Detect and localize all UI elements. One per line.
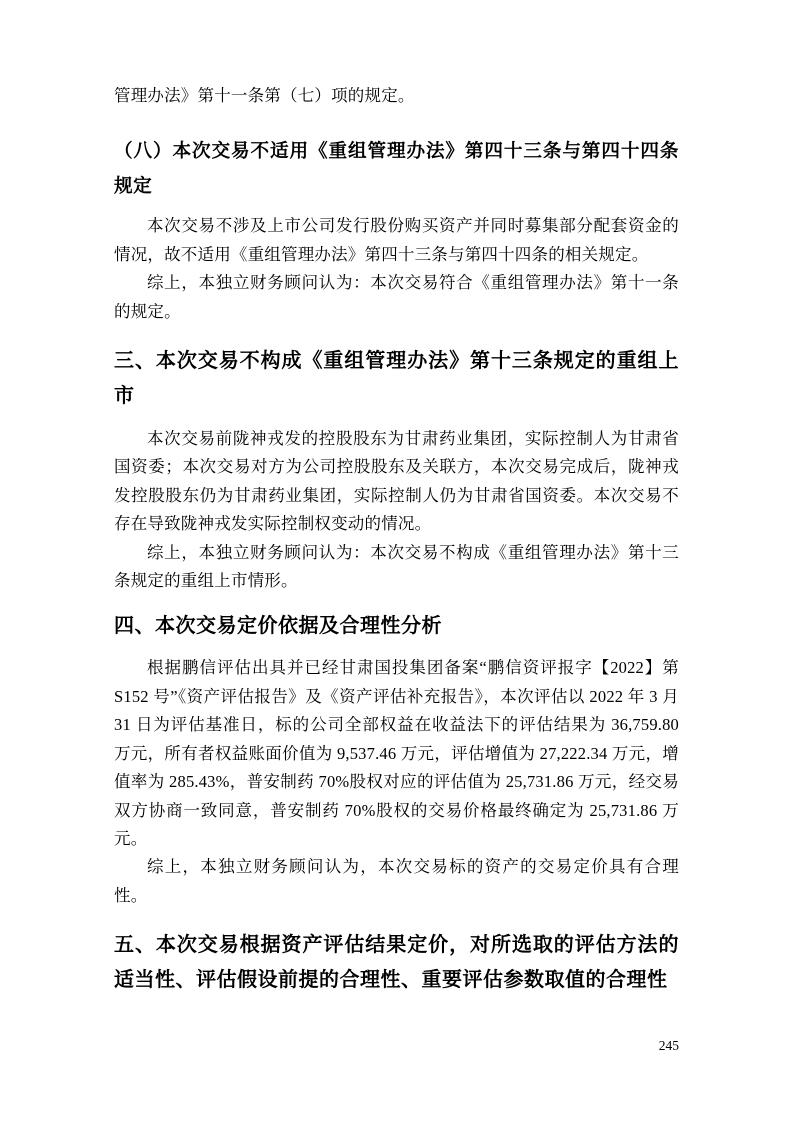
section-heading-3: 三、本次交易不构成《重组管理办法》第十三条规定的重组上市: [114, 350, 679, 408]
section-heading-4: 四、本次交易定价依据及合理性分析: [114, 615, 442, 638]
page-number: 245: [658, 1038, 679, 1053]
paragraph: 本次交易前陇神戎发的控股股东为甘肃药业集团，实际控制人为甘肃省国资委；本次交易对方为公司控股股东及关联方，本次交易完成后，陇神戎发控股股东仍为甘肃药业集团，实际控制人仍为甘肃省国资委。本次交易不存在导致陇神戎发实际控制权变动的情况。: [114, 429, 679, 534]
subsection-heading-8: （八）本次交易不适用《重组管理办法》第四十三条与第四十四条规定: [114, 140, 679, 197]
paragraph-conclusion: 综上，本独立财务顾问认为，本次交易标的资产的交易定价具有合理性。: [114, 857, 679, 905]
paragraph-conclusion: 综上，本独立财务顾问认为：本次交易符合《重组管理办法》第十一条的规定。: [114, 273, 679, 321]
paragraph: 根据鹏信评估出具并已经甘肃国投集团备案“鹏信资评报字【2022】第 S152 号”《资产评估报告》及《资产评估补充报告》，本次评估以 2022 年 3 月 31 日为评估基准日，标的公司全部权益在收益法下的评估结果为 36,759.80 万元，所有者权益账面价值为 9,537.46 万元，评估增值为 27,222.34 万元，增值率为 285.43%，普安制药 70%股权对应的评估值为 25,731.86 万元，经交易双方协商一致同意，普安制药 70%股权的交易价格最终确定为 25,731.86 万元。: [114, 658, 679, 848]
paragraph: 本次交易不涉及上市公司发行股份购买资产并同时募集部分配套资金的情况，故不适用《重组管理办法》第四十三条与第四十四条的相关规定。: [114, 216, 679, 264]
section-heading-5: 五、本次交易根据资产评估结果定价，对所选取的评估方法的适当性、评估假设前提的合理性、重要评估参数取值的合理性: [114, 934, 679, 992]
paragraph-continuation: 管理办法》第十一条第（七）项的规定。: [114, 86, 415, 105]
paragraph-conclusion: 综上，本独立财务顾问认为：本次交易不构成《重组管理办法》第十三条规定的重组上市情形。: [114, 542, 679, 591]
